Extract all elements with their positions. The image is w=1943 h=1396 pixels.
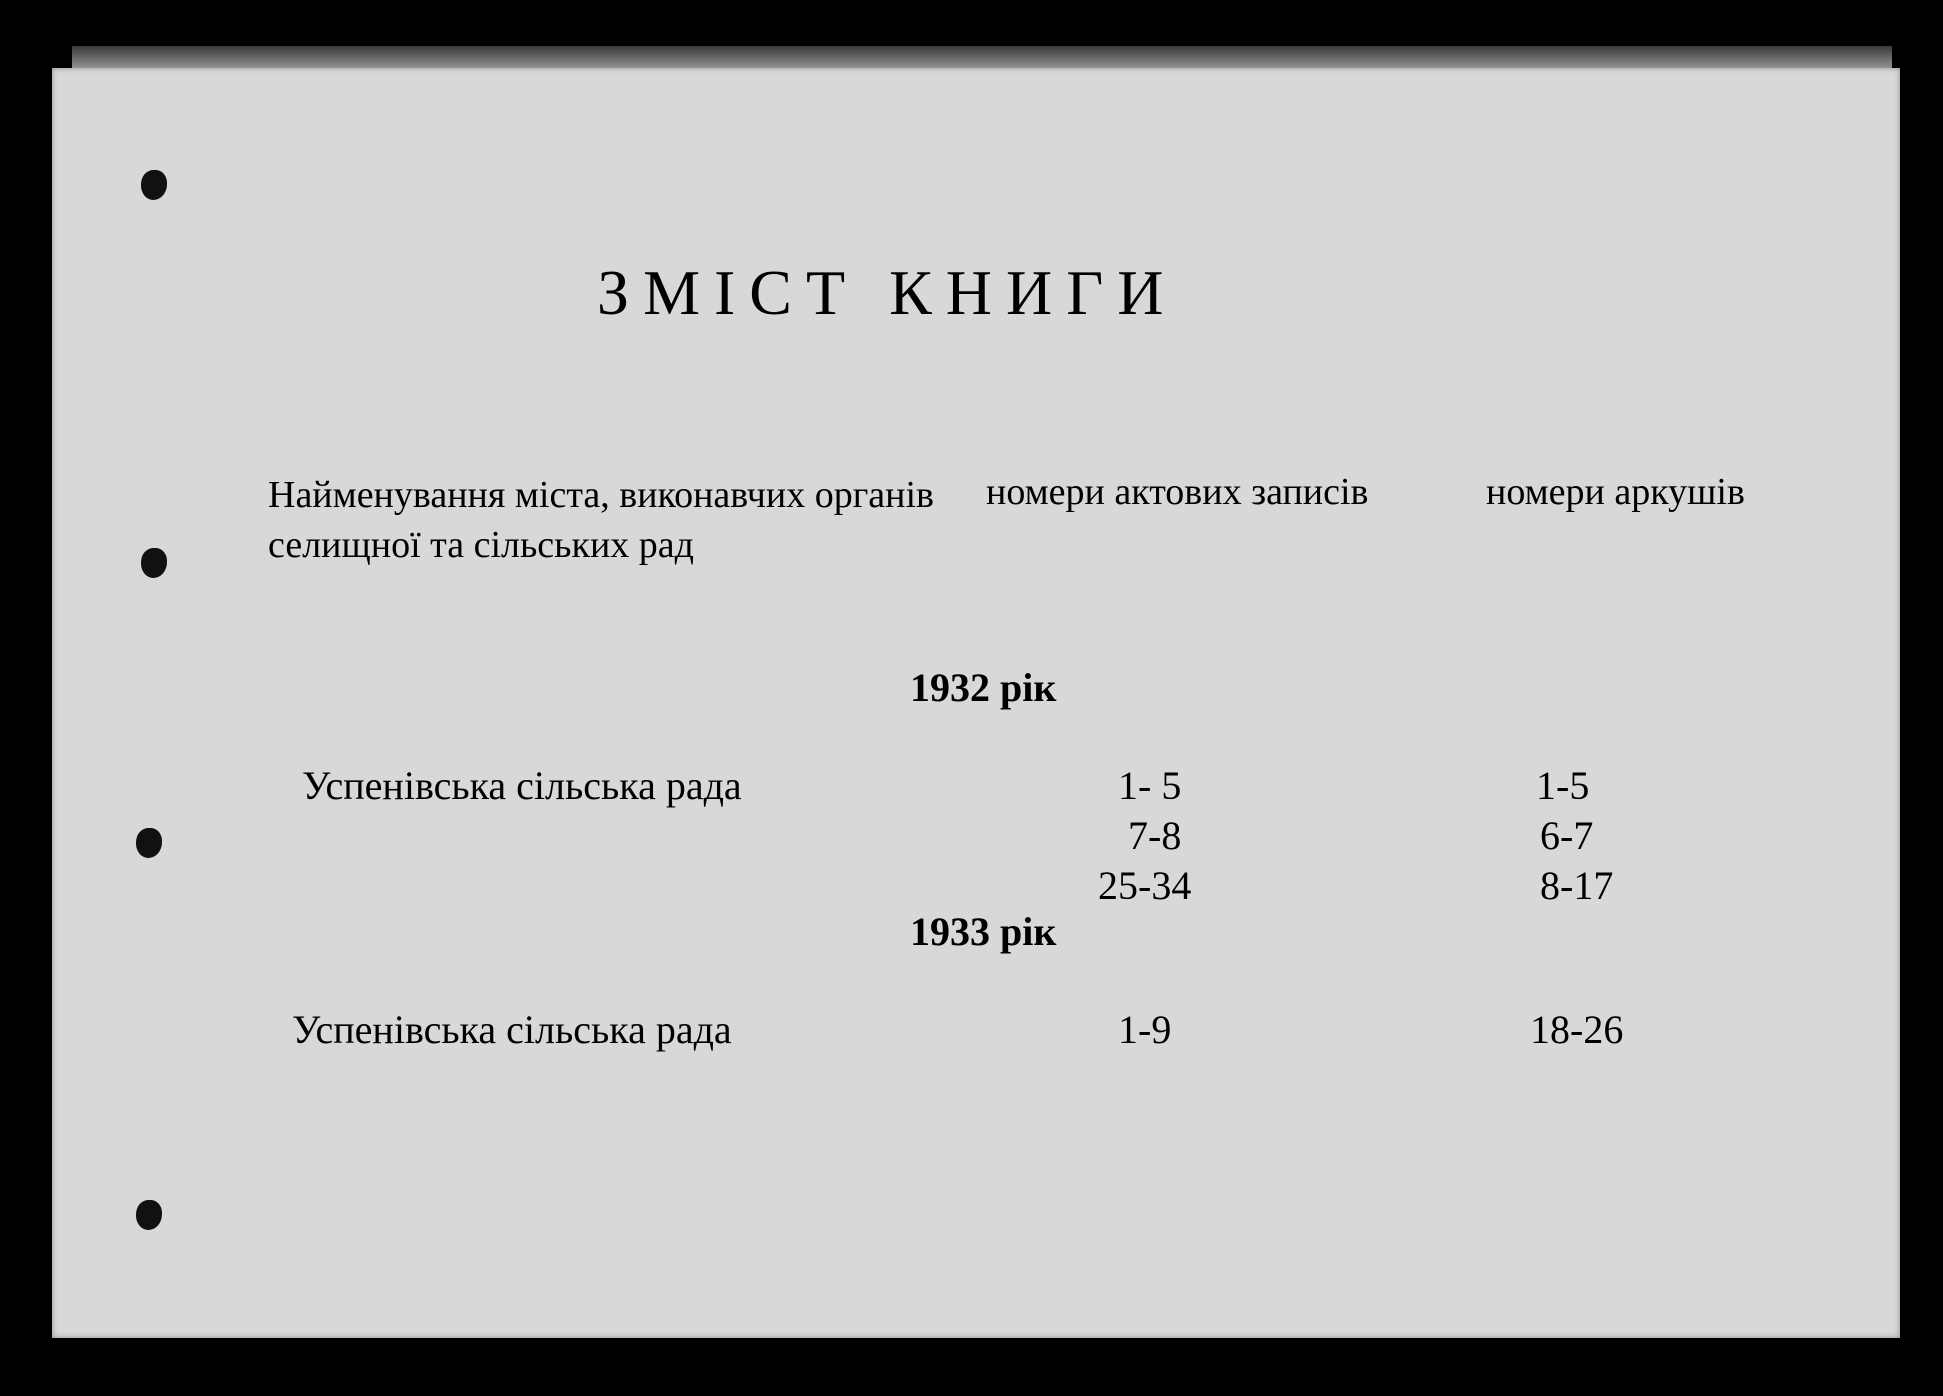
sheet-range: 1-5 (1536, 763, 1590, 808)
page-title: ЗМІСТ КНИГИ (597, 257, 1178, 328)
sheet-range: 8-17 (1540, 863, 1614, 908)
record-range: 1-9 (1118, 1007, 1172, 1052)
record-range: 25-34 (1098, 863, 1192, 908)
sheet-range: 6-7 (1540, 813, 1594, 858)
record-range: 1- 5 (1118, 763, 1182, 808)
page-top-edge (72, 46, 1892, 70)
year-heading: 1933 рік (910, 909, 1057, 954)
header-name-column: Найменування міста, виконавчих органів селищної та сільських рад (268, 474, 935, 566)
sheet-range: 18-26 (1530, 1007, 1624, 1052)
year-heading: 1932 рік (910, 665, 1057, 710)
header-records-column: номери актових записів (986, 471, 1369, 513)
council-name: Успенівська сільська рада (302, 763, 742, 808)
council-name: Успенівська сільська рада (292, 1007, 732, 1052)
header-sheets-column: номери аркушів (1486, 471, 1745, 513)
record-range: 7-8 (1128, 813, 1182, 858)
